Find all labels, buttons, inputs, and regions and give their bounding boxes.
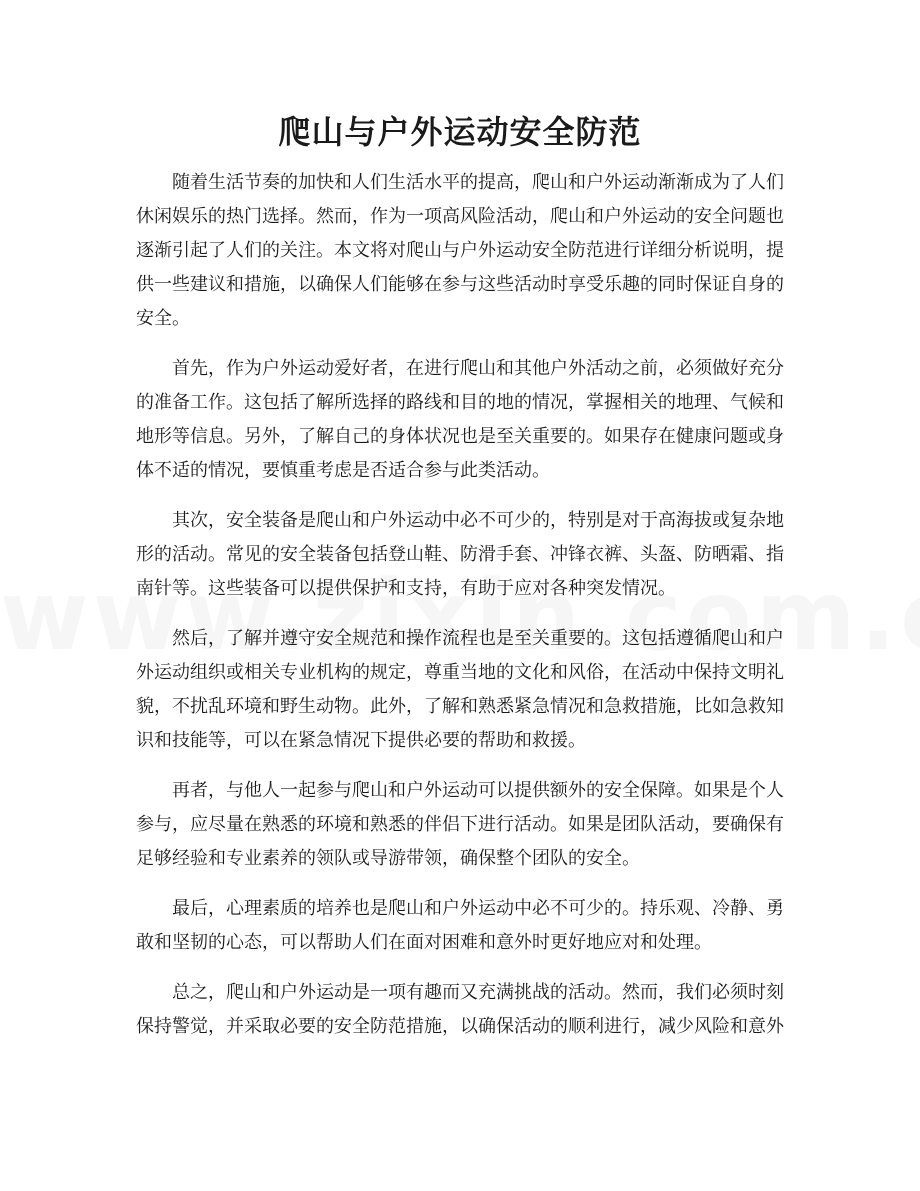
document-body [136, 166, 784, 1060]
paragraph-preparation: 首先，作为户外运动爱好者，在进行爬山和其他户外活动之前，必须做好充分的准备工作。这包括了解所选择的路线和目的地的情况，掌握相关的地理、气候和地形等信息。另外，了解自己的身体状况也是至关重要的。如果存在健康问题或身体不适的情况，要慎重考虑是否适合参与此类活动。 [136, 358, 784, 481]
paragraph-equipment: 其次，安全装备是爬山和户外运动中必不可少的，特别是对于高海拔或复杂地形的活动。常见的安全装备包括登山鞋、防滑手套、冲锋衣裤、头盔、防晒霜、指南针等。这些装备可以提供保护和支持，有助于应对各种突发情况。 [136, 510, 784, 599]
paragraph-conclusion: 总之，爬山和户外运动是一项有趣而又充满挑战的活动。然而，我们必须时刻保持警觉，并采取必要的安全防范措施，以确保活动的顺利进行，减少风险和意外 [136, 982, 784, 1037]
paragraph-companions: 再者，与他人一起参与爬山和户外运动可以提供额外的安全保障。如果是个人参与，应尽量在熟悉的环境和熟悉的伴侣下进行活动。如果是团队活动，要确保有足够经验和专业素养的领队或导游带领，确保整个团队的安全。 [136, 780, 784, 869]
page-title: 爬山与户外运动安全防范 [278, 113, 642, 151]
paragraph-intro: 随着生活节奏的加快和人们生活水平的提高，爬山和户外运动渐渐成为了人们休闲娱乐的热门选择。然而，作为一项高风险活动，爬山和户外运动的安全问题也逐渐引起了人们的关注。本文将对爬山与户外运动安全防范进行详细分析说明，提供一些建议和措施，以确保人们能够在参与这些活动时享受乐趣的同时保证自身的安全。 [136, 172, 784, 329]
paragraph-rules: 然后，了解并遵守安全规范和操作流程也是至关重要的。这包括遵循爬山和户外运动组织或相关专业机构的规定，尊重当地的文化和风俗，在活动中保持文明礼貌，不扰乱环境和野生动物。此外，了解和熟悉紧急情况和急救措施，比如急救知识和技能等，可以在紧急情况下提供必要的帮助和救援。 [136, 628, 784, 751]
paragraph-mindset: 最后，心理素质的培养也是爬山和户外运动中必不可少的。持乐观、冷静、勇敢和坚韧的心态，可以帮助人们在面对困难和意外时更好地应对和处理。 [136, 898, 784, 953]
